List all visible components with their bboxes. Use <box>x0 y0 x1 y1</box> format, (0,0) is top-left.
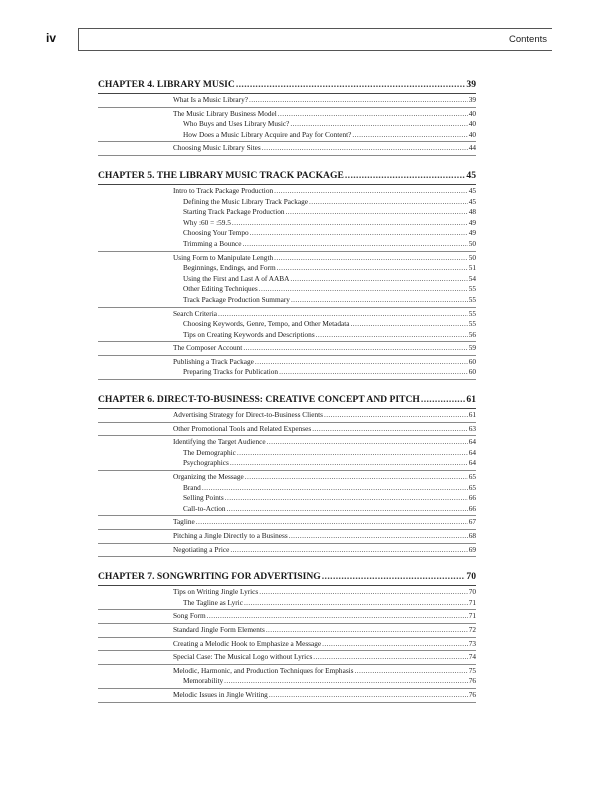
entry-page-number: 50 <box>468 238 476 248</box>
toc-section-entry[interactable] <box>98 95 476 106</box>
toc-subsection-entry[interactable] <box>98 504 476 515</box>
entry-page-number: 76 <box>468 676 476 686</box>
toc-section-entry[interactable] <box>98 690 476 701</box>
dot-leader <box>218 309 468 320</box>
toc-section-group <box>98 651 476 665</box>
toc-section-group <box>98 94 476 108</box>
entry-page-number: 70 <box>468 587 476 597</box>
entry-page-number: 75 <box>468 665 476 675</box>
dot-leader <box>274 253 468 264</box>
dot-leader <box>230 458 468 469</box>
dot-leader <box>278 109 468 120</box>
toc-subsection-entry[interactable] <box>98 284 476 295</box>
toc-subsection-entry[interactable] <box>98 483 476 494</box>
entry-title: Creating a Melodic Hook to Emphasize a Message <box>173 638 322 648</box>
dot-leader <box>309 197 468 208</box>
entry-title: Using the First and Last A of AABA <box>183 273 290 283</box>
entry-page-number: 60 <box>468 367 476 377</box>
toc-subsection-entry[interactable] <box>98 598 476 609</box>
entry-page-number: 54 <box>468 273 476 283</box>
dot-leader <box>355 666 468 677</box>
entry-page-number: 45 <box>468 196 476 206</box>
toc-section-group <box>98 665 476 689</box>
toc-subsection-entry[interactable] <box>98 493 476 504</box>
dot-leader <box>316 330 468 341</box>
toc-section-group <box>98 409 476 423</box>
toc-subsection-entry[interactable] <box>98 197 476 208</box>
entry-page-number: 76 <box>468 689 476 699</box>
toc-section-group <box>98 530 476 544</box>
entry-title: Preparing Tracks for Publication <box>183 367 279 377</box>
chapter-page-number: 45 <box>466 169 476 181</box>
entry-title: Tips on Writing Jingle Lyrics <box>173 587 259 597</box>
dot-leader <box>290 119 467 130</box>
page-number: iv <box>46 31 57 45</box>
entry-page-number: 71 <box>468 611 476 621</box>
dot-leader <box>207 611 468 622</box>
dot-leader <box>250 228 468 239</box>
toc-section-entry[interactable] <box>98 611 476 622</box>
entry-title: Call-to-Action <box>183 503 226 513</box>
chapter-heading[interactable] <box>98 394 476 409</box>
toc-subsection-entry[interactable] <box>98 319 476 330</box>
dot-leader <box>259 587 467 598</box>
dot-leader <box>274 186 468 197</box>
header-rule-top <box>78 28 552 29</box>
entry-page-number: 49 <box>468 228 476 238</box>
toc-section-group <box>98 142 476 156</box>
chapter-page-number: 39 <box>466 79 476 90</box>
entry-title: The Music Library Business Model <box>173 108 277 118</box>
entry-page-number: 61 <box>468 410 476 420</box>
dot-leader <box>279 367 468 378</box>
entry-title: What Is a Music Library? <box>173 95 248 104</box>
entry-title: Who Buys and Uses Library Music? <box>183 119 290 129</box>
entry-title: Brand <box>183 482 201 492</box>
toc-subsection-entry[interactable] <box>98 263 476 274</box>
entry-page-number: 56 <box>468 329 476 339</box>
entry-title: Tips on Creating Keywords and Descriptions <box>183 329 315 339</box>
toc-section-group <box>98 342 476 356</box>
entry-page-number: 44 <box>468 143 476 153</box>
toc-section-group <box>98 436 476 471</box>
dot-leader <box>244 598 468 609</box>
toc-subsection-entry[interactable] <box>98 239 476 250</box>
dot-leader <box>421 394 466 406</box>
dot-leader <box>267 437 468 448</box>
toc-section-entry[interactable] <box>98 472 476 483</box>
toc-section-entry[interactable] <box>98 666 476 677</box>
entry-page-number: 40 <box>468 119 476 129</box>
toc-subsection-entry[interactable] <box>98 458 476 469</box>
entry-title: Organizing the Message <box>173 472 244 482</box>
table-of-contents <box>98 79 476 717</box>
toc-subsection-entry[interactable] <box>98 676 476 687</box>
toc-section-entry[interactable] <box>98 517 476 528</box>
entry-page-number: 55 <box>468 284 476 294</box>
dot-leader <box>255 357 468 368</box>
entry-title: Song Form <box>173 611 206 621</box>
dot-leader <box>262 143 468 154</box>
entry-page-number: 60 <box>468 356 476 366</box>
entry-page-number: 73 <box>468 638 476 648</box>
toc-section-entry[interactable] <box>98 357 476 368</box>
toc-section-group <box>98 689 476 703</box>
toc-subsection-entry[interactable] <box>98 130 476 141</box>
entry-page-number: 74 <box>468 652 476 662</box>
dot-leader <box>322 639 468 650</box>
entry-page-number: 72 <box>468 624 476 634</box>
entry-page-number: 40 <box>468 108 476 118</box>
dot-leader <box>225 493 468 504</box>
entry-title: Choosing Your Tempo <box>183 228 249 238</box>
entry-title: Why :60 = :59.5 <box>183 217 231 227</box>
entry-title: Special Case: The Musical Logo without Lyrics <box>173 652 313 662</box>
entry-title: Advertising Strategy for Direct-to-Business Clients <box>173 410 323 420</box>
chapter-title: CHAPTER 6. DIRECT-TO-BUSINESS: CREATIVE CONCEPT AND PITCH <box>98 394 420 406</box>
dot-leader <box>237 448 468 459</box>
dot-leader <box>269 690 468 701</box>
toc-section-entry[interactable] <box>98 545 476 556</box>
dot-leader <box>202 483 468 494</box>
toc-section-entry[interactable] <box>98 437 476 448</box>
toc-section-entry[interactable] <box>98 531 476 542</box>
entry-title: Tagline <box>173 517 195 527</box>
chapter-section <box>98 170 476 380</box>
dot-leader <box>289 531 468 542</box>
entry-title: Memorability <box>183 676 224 686</box>
entry-title: Intro to Track Package Production <box>173 185 274 195</box>
entry-page-number: 67 <box>468 517 476 527</box>
entry-page-number: 66 <box>468 503 476 513</box>
chapter-title: CHAPTER 5. THE LIBRARY MUSIC TRACK PACKAGE <box>98 169 344 181</box>
chapter-page-number: 70 <box>466 571 476 583</box>
toc-section-group <box>98 252 476 308</box>
chapter-section <box>98 571 476 702</box>
dot-leader <box>227 504 468 515</box>
toc-section-group <box>98 108 476 143</box>
toc-subsection-entry[interactable] <box>98 218 476 229</box>
toc-section-entry[interactable] <box>98 652 476 663</box>
toc-subsection-entry[interactable] <box>98 274 476 285</box>
entry-title: Using Form to Manipulate Length <box>173 252 274 262</box>
entry-title: Choosing Music Library Sites <box>173 143 261 153</box>
toc-section-entry[interactable] <box>98 186 476 197</box>
chapter-heading[interactable] <box>98 79 476 94</box>
dot-leader <box>352 130 467 141</box>
toc-section-group <box>98 586 476 610</box>
entry-title: Starting Track Package Production <box>183 207 285 217</box>
chapter-section <box>98 79 476 156</box>
entry-page-number: 45 <box>468 185 476 195</box>
entry-page-number: 40 <box>468 129 476 139</box>
entry-title: Pitching a Jingle Directly to a Business <box>173 531 288 540</box>
entry-page-number: 48 <box>468 207 476 217</box>
entry-page-number: 63 <box>468 423 476 433</box>
dot-leader <box>312 424 468 435</box>
running-header-title: Contents <box>508 34 547 45</box>
dot-leader <box>232 218 468 229</box>
toc-section-group <box>98 308 476 343</box>
toc-section-entry[interactable] <box>98 253 476 264</box>
dot-leader <box>259 284 468 295</box>
dot-leader <box>224 676 468 687</box>
toc-section-entry[interactable] <box>98 410 476 421</box>
toc-subsection-entry[interactable] <box>98 119 476 130</box>
dot-leader <box>243 343 467 354</box>
dot-leader <box>286 207 468 218</box>
dot-leader <box>313 652 467 663</box>
entry-page-number: 51 <box>468 263 476 273</box>
entry-page-number: 64 <box>468 458 476 468</box>
entry-title: Beginnings, Endings, and Form <box>183 263 276 273</box>
entry-title: How Does a Music Library Acquire and Pay for Content? <box>183 129 352 139</box>
entry-page-number: 55 <box>468 308 476 318</box>
entry-page-number: 69 <box>468 544 476 554</box>
toc-subsection-entry[interactable] <box>98 367 476 378</box>
chapter-title: CHAPTER 4. LIBRARY MUSIC <box>98 79 235 90</box>
chapter-page-number: 61 <box>466 394 476 406</box>
entry-page-number: 65 <box>468 472 476 482</box>
entry-page-number: 50 <box>468 252 476 262</box>
toc-subsection-entry[interactable] <box>98 448 476 459</box>
toc-section-entry[interactable] <box>98 143 476 154</box>
entry-title: Search Criteria <box>173 308 217 318</box>
toc-section-entry[interactable] <box>98 309 476 320</box>
toc-subsection-entry[interactable] <box>98 295 476 306</box>
toc-section-group <box>98 610 476 624</box>
entry-page-number: 68 <box>468 531 476 540</box>
entry-title: Track Package Production Summary <box>183 294 290 304</box>
dot-leader <box>266 625 468 636</box>
toc-section-group <box>98 423 476 437</box>
entry-title: Publishing a Track Package <box>173 356 254 366</box>
dot-leader <box>324 410 468 421</box>
entry-title: Melodic, Harmonic, and Production Techniques for Emphasis <box>173 665 354 675</box>
dot-leader <box>236 79 466 91</box>
toc-section-group <box>98 544 476 558</box>
dot-leader <box>351 319 468 330</box>
chapter-heading[interactable] <box>98 571 476 586</box>
dot-leader <box>345 170 466 182</box>
dot-leader <box>277 263 468 274</box>
entry-page-number: 55 <box>468 319 476 329</box>
chapter-title: CHAPTER 7. SONGWRITING FOR ADVERTISING <box>98 571 321 583</box>
entry-page-number: 65 <box>468 482 476 492</box>
entry-page-number: 64 <box>468 447 476 457</box>
entry-page-number: 39 <box>468 95 476 104</box>
entry-title: The Tagline as Lyric <box>183 597 243 607</box>
entry-title: Trimming a Bounce <box>183 238 242 248</box>
entry-page-number: 66 <box>468 493 476 503</box>
entry-title: Psychographics <box>183 458 229 468</box>
toc-section-entry[interactable] <box>98 343 476 354</box>
toc-section-entry[interactable] <box>98 639 476 650</box>
toc-section-group <box>98 516 476 530</box>
toc-subsection-entry[interactable] <box>98 330 476 341</box>
chapter-section <box>98 394 476 557</box>
toc-section-group <box>98 638 476 652</box>
entry-title: Negotiating a Price <box>173 544 230 554</box>
entry-title: Standard Jingle Form Elements <box>173 624 265 634</box>
entry-page-number: 59 <box>468 343 476 353</box>
toc-subsection-entry[interactable] <box>98 228 476 239</box>
toc-section-group <box>98 624 476 638</box>
entry-title: Selling Points <box>183 493 224 503</box>
entry-title: Identifying the Target Audience <box>173 437 266 447</box>
entry-page-number: 49 <box>468 217 476 227</box>
toc-subsection-entry[interactable] <box>98 207 476 218</box>
dot-leader <box>249 95 468 106</box>
dot-leader <box>245 472 468 483</box>
dot-leader <box>243 239 468 250</box>
entry-title: Other Editing Techniques <box>183 284 258 294</box>
entry-title: Choosing Keywords, Genre, Tempo, and Other Metadata <box>183 319 350 329</box>
dot-leader <box>322 571 466 583</box>
entry-title: The Composer Account <box>173 343 243 353</box>
toc-section-group <box>98 471 476 516</box>
dot-leader <box>230 545 467 556</box>
chapter-heading[interactable] <box>98 170 476 185</box>
dot-leader <box>290 274 467 285</box>
toc-section-entry[interactable] <box>98 587 476 598</box>
entry-title: The Demographic <box>183 447 236 457</box>
entry-title: Other Promotional Tools and Related Expenses <box>173 423 312 433</box>
entry-page-number: 71 <box>468 597 476 607</box>
toc-section-entry[interactable] <box>98 109 476 120</box>
entry-title: Melodic Issues in Jingle Writing <box>173 689 268 699</box>
dot-leader <box>196 517 468 528</box>
toc-section-group <box>98 356 476 380</box>
entry-title: Defining the Music Library Track Package <box>183 196 309 206</box>
header-rule-bottom <box>78 50 552 51</box>
dot-leader <box>291 295 468 306</box>
entry-page-number: 64 <box>468 437 476 447</box>
toc-section-entry[interactable] <box>98 424 476 435</box>
toc-section-group <box>98 185 476 252</box>
toc-section-entry[interactable] <box>98 625 476 636</box>
header-rule-left <box>78 28 79 50</box>
entry-page-number: 55 <box>468 294 476 304</box>
